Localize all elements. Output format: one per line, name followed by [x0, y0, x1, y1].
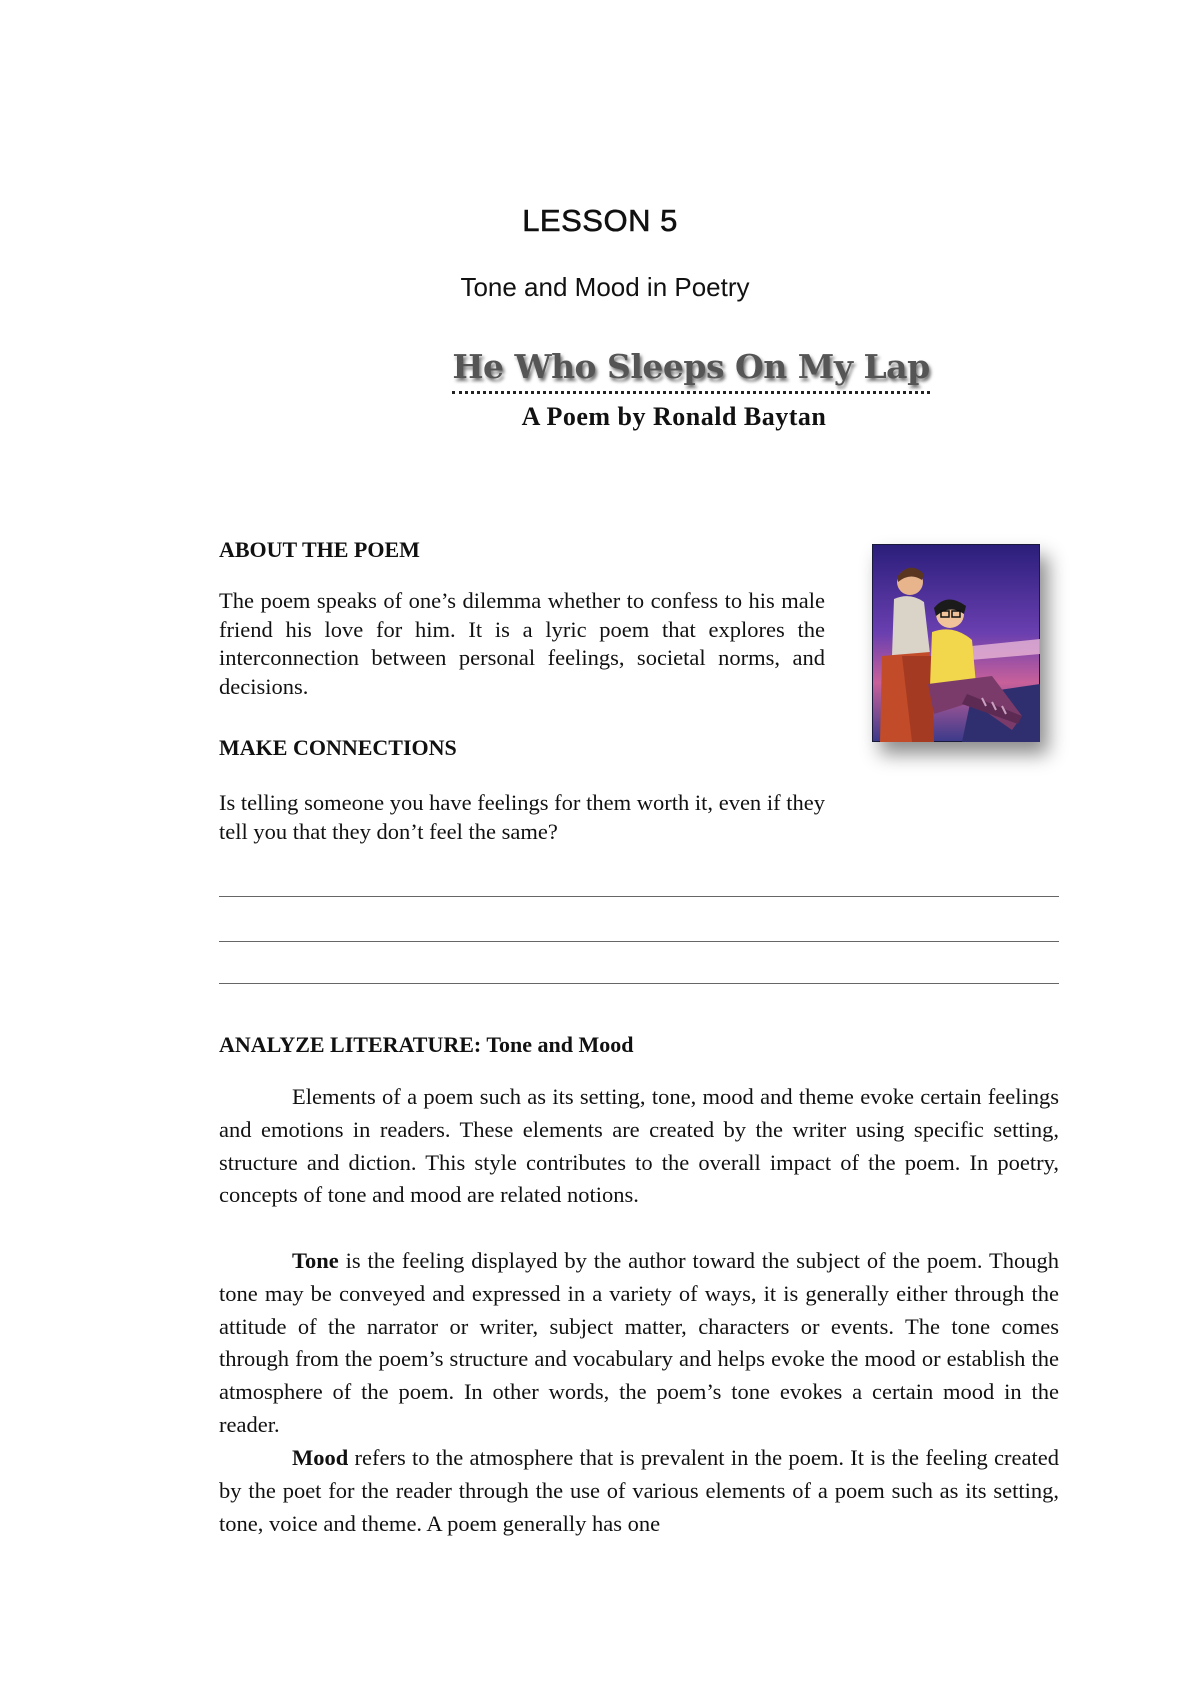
connections-heading: MAKE CONNECTIONS	[219, 735, 457, 760]
about-heading: ABOUT THE POEM	[219, 537, 420, 562]
mood-term: Mood	[292, 1445, 349, 1470]
tone-paragraph	[219, 1245, 1059, 1442]
analyze-heading: ANALYZE LITERATURE: Tone and Mood	[219, 1032, 634, 1057]
tone-definition: is the feeling displayed by the author toward the subject of the poem. Though tone may be conveyed and expressed in a variety of ways, it is generally either through the attitude of the narrator or writer, subject matter, characters or events. The tone comes through from the poem’s structure and vocabulary and helps evoke the mood or establish the atmosphere of the poem. In other words, the poem’s tone evokes a certain mood in the reader.	[219, 1248, 1059, 1437]
mood-paragraph	[219, 1442, 1059, 1540]
connections-question: Is telling someone you have feelings for them worth it, even if they tell you that they don’t feel the same?	[219, 790, 825, 844]
tone-term: Tone	[292, 1248, 339, 1273]
couple-illustration-icon	[872, 544, 1040, 742]
analyze-paragraph-1-text: Elements of a poem such as its setting, tone, mood and theme evoke certain feelings and emotions in readers. These elements are created by the writer using specific setting, structure and diction. This style contributes to the overall impact of the poem. In poetry, concepts of tone and mood are related notions.	[219, 1084, 1059, 1208]
poem-byline: A Poem by Ronald Baytan	[521, 402, 827, 431]
mood-definition: refers to the atmosphere that is prevalent in the poem. It is the feeling created by the poet for the reader through the use of various elements of a poem such as its setting, tone, voice and theme. A poem generally has one	[219, 1445, 1059, 1536]
about-text: The poem speaks of one’s dilemma whether to confess to his male friend his love for him. It is a lyric poem that explores the interconnection between personal feelings, societal norms, and decisions.	[219, 588, 825, 699]
analyze-paragraph-1	[219, 1081, 1059, 1212]
lesson-subtitle: Tone and Mood in Poetry	[460, 272, 750, 302]
poem-title-block	[452, 345, 930, 394]
answer-line[interactable]	[219, 983, 1059, 984]
answer-line[interactable]	[219, 896, 1059, 897]
poem-title: He Who Sleeps On My Lap	[452, 347, 930, 386]
lesson-title: LESSON 5	[522, 203, 678, 238]
answer-line[interactable]	[219, 941, 1059, 942]
